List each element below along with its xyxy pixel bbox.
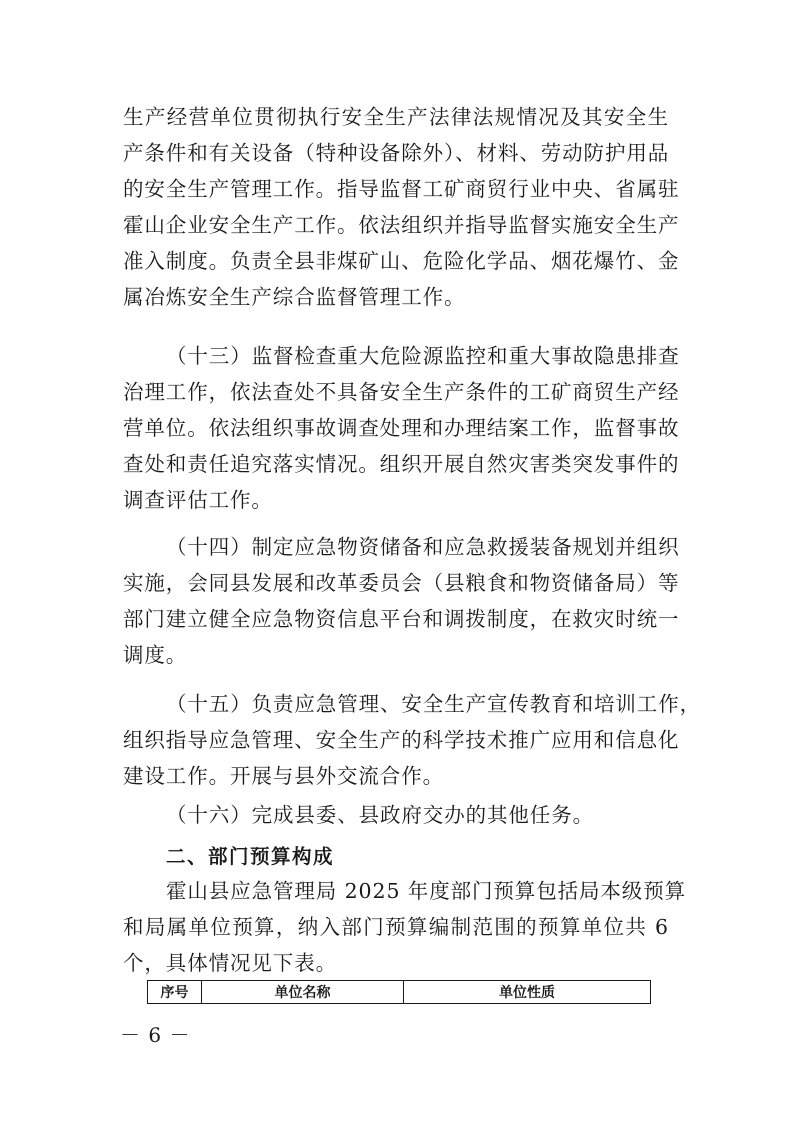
paragraph-line: 属冶炼安全生产综合监督管理工作。 xyxy=(123,285,466,309)
paragraph-line: 霍山企业安全生产工作。依法组织并指导监督实施安全生产 xyxy=(123,213,680,237)
paragraph-line: 调查评估工作。 xyxy=(123,488,273,512)
paragraph-line: 个，具体情况见下表。 xyxy=(123,951,337,975)
paragraph-line: 查处和责任追究落实情况。组织开展自然灾害类突发事件的 xyxy=(123,452,680,476)
column-header-unit-type: 单位性质 xyxy=(404,981,651,1004)
paragraph-line: 生产经营单位贯彻执行安全生产法律法规情况及其安全生 xyxy=(123,105,669,129)
table-header-row xyxy=(148,981,651,1004)
column-header-index: 序号 xyxy=(148,981,202,1004)
paragraph-line: （十五）负责应急管理、安全生产宣传教育和培训工作， xyxy=(166,692,701,716)
paragraph-line: 霍山县应急管理局 2025 年度部门预算包括局本级预算 xyxy=(166,879,687,903)
paragraph-line: 调度。 xyxy=(123,643,188,667)
paragraph-line: 产条件和有关设备（特种设备除外）、材料、劳动防护用品 xyxy=(123,141,670,165)
paragraph-line: 的安全生产管理工作。指导监督工矿商贸行业中央、省属驻 xyxy=(123,177,680,201)
paragraph-line: 组织指导应急管理、安全生产的科学技术推广应用和信息化 xyxy=(123,728,680,752)
budget-units-table xyxy=(147,980,651,1004)
paragraph-line: 和局属单位预算，纳入部门预算编制范围的预算单位共 6 xyxy=(123,915,669,939)
paragraph-line: 治理工作，依法查处不具备安全生产条件的工矿商贸生产经 xyxy=(123,380,680,404)
paragraph-line: （十四）制定应急物资储备和应急救援装备规划并组织 xyxy=(166,535,680,559)
paragraph-line: 准入制度。负责全县非煤矿山、危险化学品、烟花爆竹、金 xyxy=(123,249,680,273)
paragraph-line: 营单位。依法组织事故调查处理和办理结案工作，监督事故 xyxy=(123,416,680,440)
paragraph-line: 实施，会同县发展和改革委员会（县粮食和物资储备局）等 xyxy=(123,571,680,595)
paragraph-line: 部门建立健全应急物资信息平台和调拨制度，在救灾时统一 xyxy=(123,607,680,631)
paragraph-line: （十三）监督检查重大危险源监控和重大事故隐患排查 xyxy=(166,344,680,368)
paragraph-line: 建设工作。开展与县外交流合作。 xyxy=(123,764,444,788)
page-number: － 6 － xyxy=(120,1023,191,1047)
column-header-unit-name: 单位名称 xyxy=(202,981,404,1004)
section-heading: 二、部门预算构成 xyxy=(166,845,335,868)
paragraph-line: （十六）完成县委、县政府交办的其他任务。 xyxy=(166,803,594,827)
